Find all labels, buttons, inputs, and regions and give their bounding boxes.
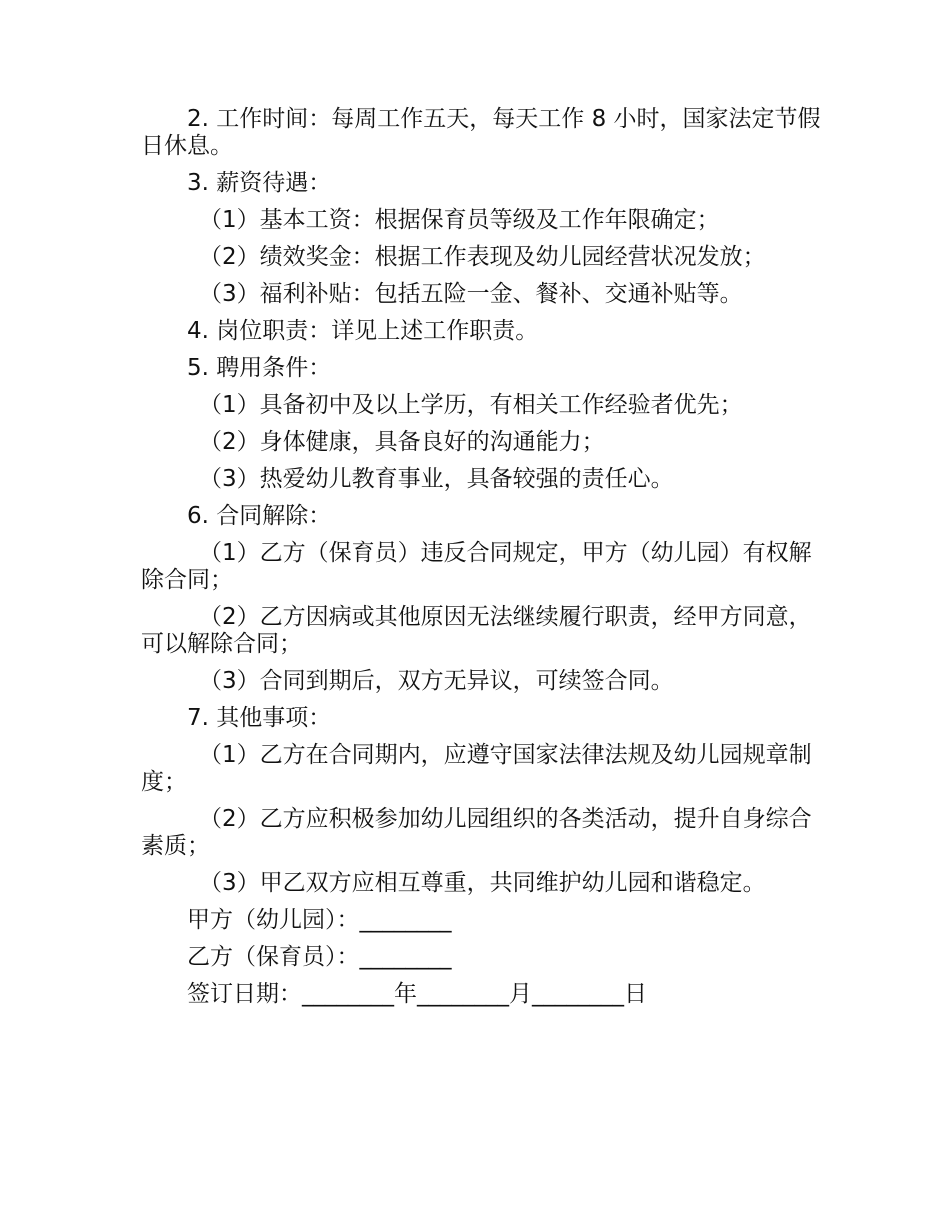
termination-item-breach: （1）乙方（保育员）违反合同规定，甲方（幼儿园）有权解除合同； <box>141 540 812 593</box>
section-conditions-heading: 5. 聘用条件： <box>187 355 332 381</box>
condition-item-responsibility: （3）热爱幼儿教育事业，具备较强的责任心。 <box>199 466 674 492</box>
party-a-signature-line: 甲方（幼儿园）：________ <box>187 907 452 933</box>
salary-item-performance: （2）绩效奖金：根据工作表现及幼儿园经营状况发放； <box>199 244 766 270</box>
section-termination-heading: 6. 合同解除： <box>187 503 332 529</box>
other-item-compliance: （1）乙方在合同期内，应遵守国家法律法规及幼儿园规章制度； <box>141 742 812 795</box>
other-item-respect: （3）甲乙双方应相互尊重，共同维护幼儿园和谐稳定。 <box>199 870 766 896</box>
section-work-hours: 2. 工作时间：每周工作五天，每天工作 8 小时，国家法定节假日休息。 <box>141 106 821 159</box>
signing-date-line: 签订日期：________年________月________日 <box>187 981 647 1007</box>
condition-item-health: （2）身体健康，具备良好的沟通能力； <box>199 429 605 455</box>
section-other-heading: 7. 其他事项： <box>187 705 332 731</box>
section-salary-heading: 3. 薪资待遇： <box>187 170 332 196</box>
salary-item-basic: （1）基本工资：根据保育员等级及工作年限确定； <box>199 207 720 233</box>
termination-item-illness: （2）乙方因病或其他原因无法继续履行职责，经甲方同意，可以解除合同； <box>141 604 812 657</box>
section-duties: 4. 岗位职责：详见上述工作职责。 <box>187 318 539 344</box>
document-body <box>141 106 821 1018</box>
salary-item-benefits: （3）福利补贴：包括五险一金、餐补、交通补贴等。 <box>199 281 743 307</box>
condition-item-education: （1）具备初中及以上学历，有相关工作经验者优先； <box>199 392 743 418</box>
party-b-signature-line: 乙方（保育员）：________ <box>187 944 452 970</box>
termination-item-renewal: （3）合同到期后，双方无异议，可续签合同。 <box>199 668 674 694</box>
other-item-activities: （2）乙方应积极参加幼儿园组织的各类活动，提升自身综合素质； <box>141 806 812 859</box>
